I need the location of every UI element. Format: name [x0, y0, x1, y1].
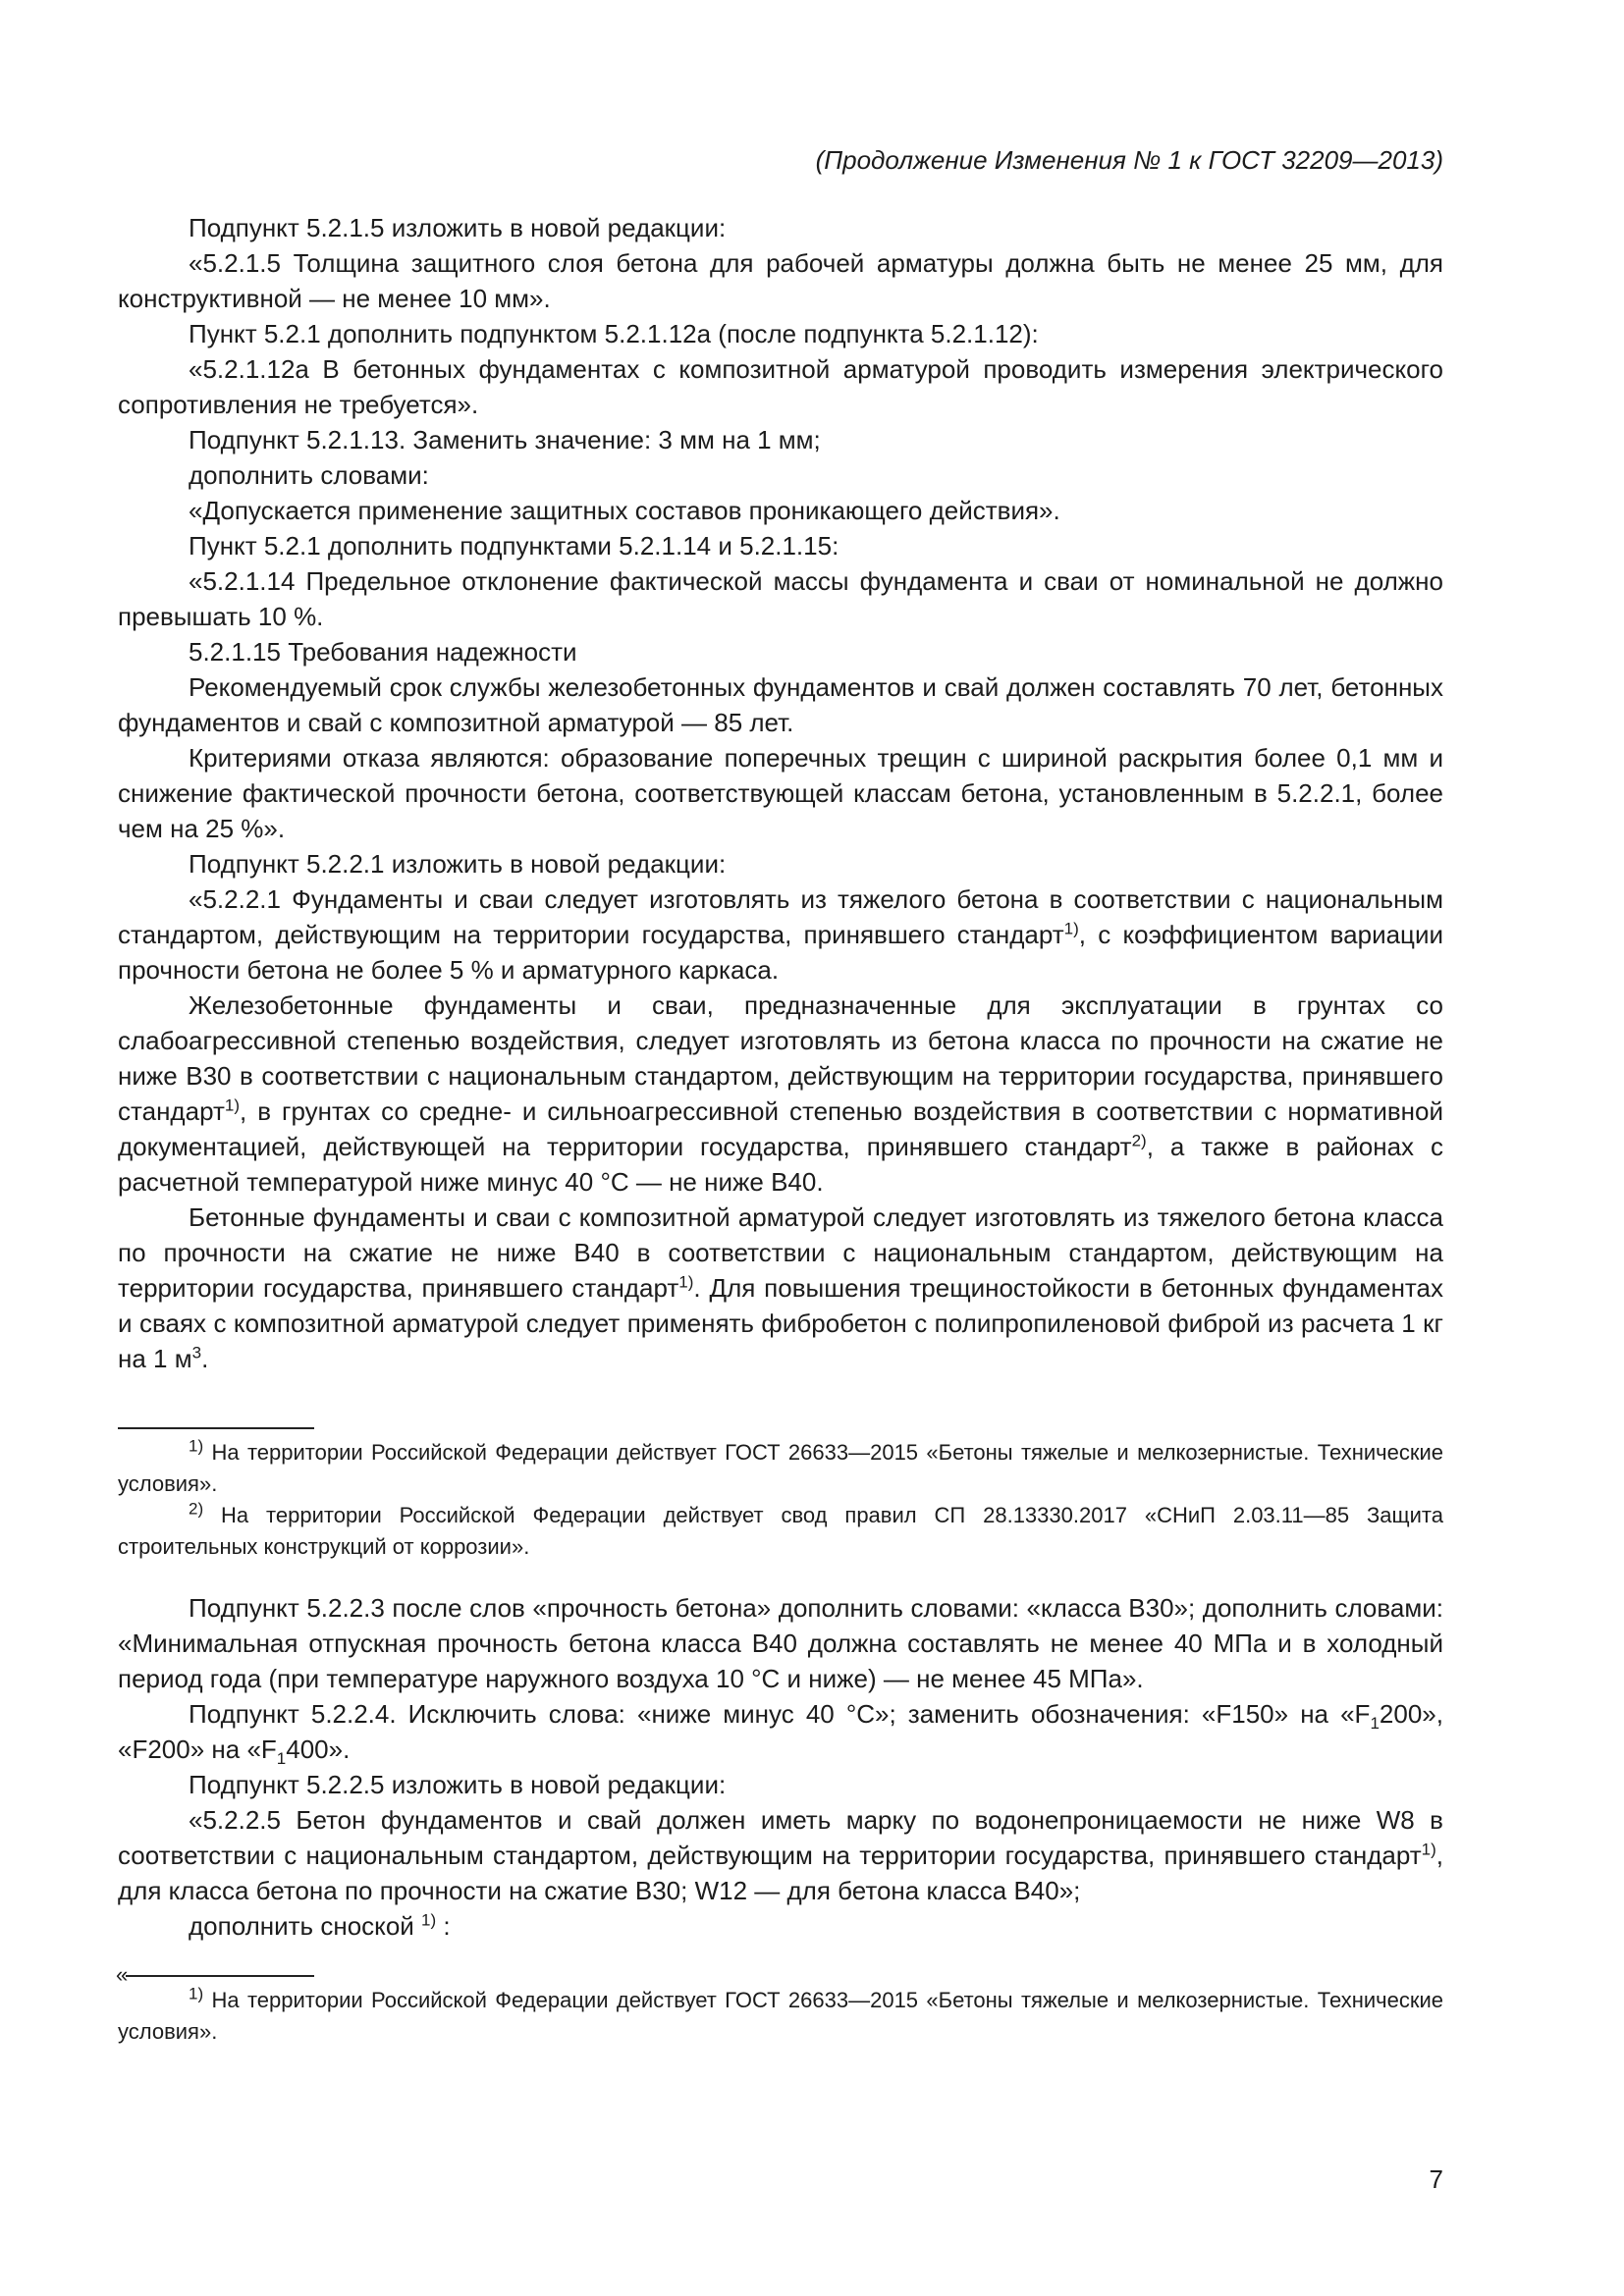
footnote-mark: 1) [189, 1984, 204, 2003]
paragraph: Рекомендуемый срок службы железобетонных фундаментов и свай должен составлять 70 лет, бетонных фундаментов и свай с композитной арматурой — 85 лет. [118, 672, 1443, 737]
footnote-ref: 2) [1131, 1131, 1147, 1150]
text-run: , для класса бетона по прочности на сжатие В30; W12 — для бетона класса В40»; [118, 1841, 1443, 1905]
subscript: 1 [276, 1749, 287, 1769]
footnote-separator [126, 1975, 314, 1977]
footnote-mark: 2) [189, 1499, 204, 1519]
footnote [118, 1437, 1443, 1500]
footnote-mark: 1) [189, 1436, 204, 1456]
footnote-text: На территории Российской Федерации действует ГОСТ 26633—2015 «Бетоны тяжелые и мелкозернистые. Технические условия». [118, 1440, 1443, 1496]
main-text-continued [118, 1590, 1443, 1944]
paragraph: Пункт 5.2.1 дополнить подпунктом 5.2.1.12а (после подпункта 5.2.1.12): [189, 319, 1039, 348]
page-number: 7 [1429, 2164, 1443, 2194]
superscript: 3 [191, 1343, 202, 1362]
footnote-ref: 1) [1421, 1840, 1436, 1859]
paragraph [118, 1802, 1443, 1908]
paragraph [118, 1696, 1443, 1767]
footnote-ref: 1) [224, 1095, 240, 1115]
footnote [118, 1985, 1443, 2048]
footnotes [118, 1437, 1443, 1563]
paragraph: «5.2.1.14 Предельное отклонение фактической массы фундамента и сваи от номинальной не должно превышать 10 %. [118, 566, 1443, 631]
text-run: . Для повышения трещиностойкости в бетонных фундаментах и сваях с композитной арматурой следует применять фибробетон с полипропиленовой фиброй из расчета 1 кг на 1 м [118, 1273, 1444, 1373]
text-run: Бетонные фундаменты и сваи с композитной арматурой следует изготовлять из тяжелого бетона класса по прочности на сжатие не ниже В40 в соответствии с национальным стандартом, действующим на территории государства, принявшего стандарт [118, 1202, 1443, 1303]
running-header: (Продолжение Изменения № 1 к ГОСТ 32209—2013) [815, 145, 1443, 175]
text-run: дополнить сноской [189, 1911, 414, 1941]
text-run: : [436, 1911, 451, 1941]
paragraph: «5.2.1.5 Толщина защитного слоя бетона для рабочей арматуры должна быть не менее 25 мм, для конструктивной — не менее 10 мм». [118, 248, 1443, 313]
text-run: 400». [286, 1735, 351, 1764]
paragraph: Критериями отказа являются: образование поперечных трещин с шириной раскрытия более 0,1 мм и снижение фактической прочности бетона, соответствующей классам бетона, установленным в 5.2.2.1, более чем на 25 %». [118, 743, 1443, 843]
text-run: «5.2.2.1 Фундаменты и сваи следует изготовлять из тяжелого бетона в соответствии с национальным стандартом, действующим на территории государства, принявшего стандарт [118, 884, 1443, 949]
footnotes [118, 1985, 1443, 2048]
subscript: 1 [1370, 1714, 1380, 1734]
footnote [118, 1500, 1443, 1563]
text-run: , с коэффициентом вариации прочности бетона не более 5 % и арматурного каркаса. [118, 920, 1443, 985]
paragraph: дополнить словами: [189, 460, 429, 490]
text-run: . [201, 1344, 209, 1373]
paragraph: Пункт 5.2.1 дополнить подпунктами 5.2.1.14 и 5.2.1.15: [189, 531, 839, 561]
footnote-text: На территории Российской Федерации действует ГОСТ 26633—2015 «Бетоны тяжелые и мелкозернистые. Технические условия». [118, 1988, 1443, 2044]
paragraph [118, 1200, 1443, 1376]
paragraph [118, 988, 1443, 1200]
paragraph: Подпункт 5.2.1.13. Заменить значение: 3 мм на 1 мм; [189, 425, 821, 454]
footnote-ref: 1) [1063, 919, 1079, 938]
text-run: Железобетонные фундаменты и сваи, предназначенные для эксплуатации в грунтах со слабоагрессивной степенью воздействия, следует изготовлять из бетона класса по прочности на сжатие не ниже В30 в соответствии с национальным стандартом, действующим на территории государства, принявшего стандарт [118, 990, 1443, 1126]
text-run: 200», «F200» на «F [118, 1699, 1443, 1764]
quote-mark: « [116, 1962, 129, 1987]
paragraph: Подпункт 5.2.2.3 после слов «прочность бетона» дополнить словами: «класса В30»; дополнить словами: «Минимальная отпускная прочность бетона класса В40 должна составлять не менее 40 МПа и в холодный период года (при температуре наружного воздуха 10 °С и ниже) — не менее 45 МПа». [118, 1593, 1443, 1693]
paragraph: «5.2.1.12а В бетонных фундаментах с композитной арматурой проводить измерения электрического сопротивления не требуется». [118, 354, 1443, 419]
paragraph: 5.2.1.15 Требования надежности [189, 637, 577, 667]
paragraph: Подпункт 5.2.2.1 изложить в новой редакции: [189, 849, 727, 879]
text-run: , а также в районах с расчетной температурой ниже минус 40 °С — не ниже В40. [118, 1132, 1444, 1197]
text-run: «5.2.2.5 Бетон фундаментов и свай должен иметь марку по водонепроницаемости не ниже W8 в соответствии с национальным стандартом, действующим на территории государства, принявшего стандарт [118, 1805, 1443, 1870]
footnote-ref: 1) [421, 1910, 437, 1930]
footnote-text: На территории Российской Федерации действует свод правил СП 28.13330.2017 «СНиП 2.03.11—85 Защита строительных конструкций от коррозии». [118, 1503, 1443, 1559]
paragraph: Подпункт 5.2.1.5 изложить в новой редакции: [189, 213, 727, 242]
footnote-separator [118, 1427, 314, 1429]
paragraph [118, 1908, 1443, 1944]
paragraph [118, 881, 1443, 988]
text-run: Подпункт 5.2.2.4. Исключить слова: «ниже минус 40 °С»; заменить обозначения: «F150» на «F [189, 1699, 1371, 1729]
paragraph: Подпункт 5.2.2.5 изложить в новой редакции: [189, 1770, 727, 1799]
text-run: , в грунтах со средне- и сильноагрессивной степенью воздействия в соответствии с нормативной документацией, действующей на территории государства, принявшего стандарт [118, 1096, 1443, 1161]
footnote-ref: 1) [678, 1272, 694, 1292]
paragraph: «Допускается применение защитных составов проникающего действия». [189, 496, 1060, 525]
main-text [118, 210, 1443, 1376]
